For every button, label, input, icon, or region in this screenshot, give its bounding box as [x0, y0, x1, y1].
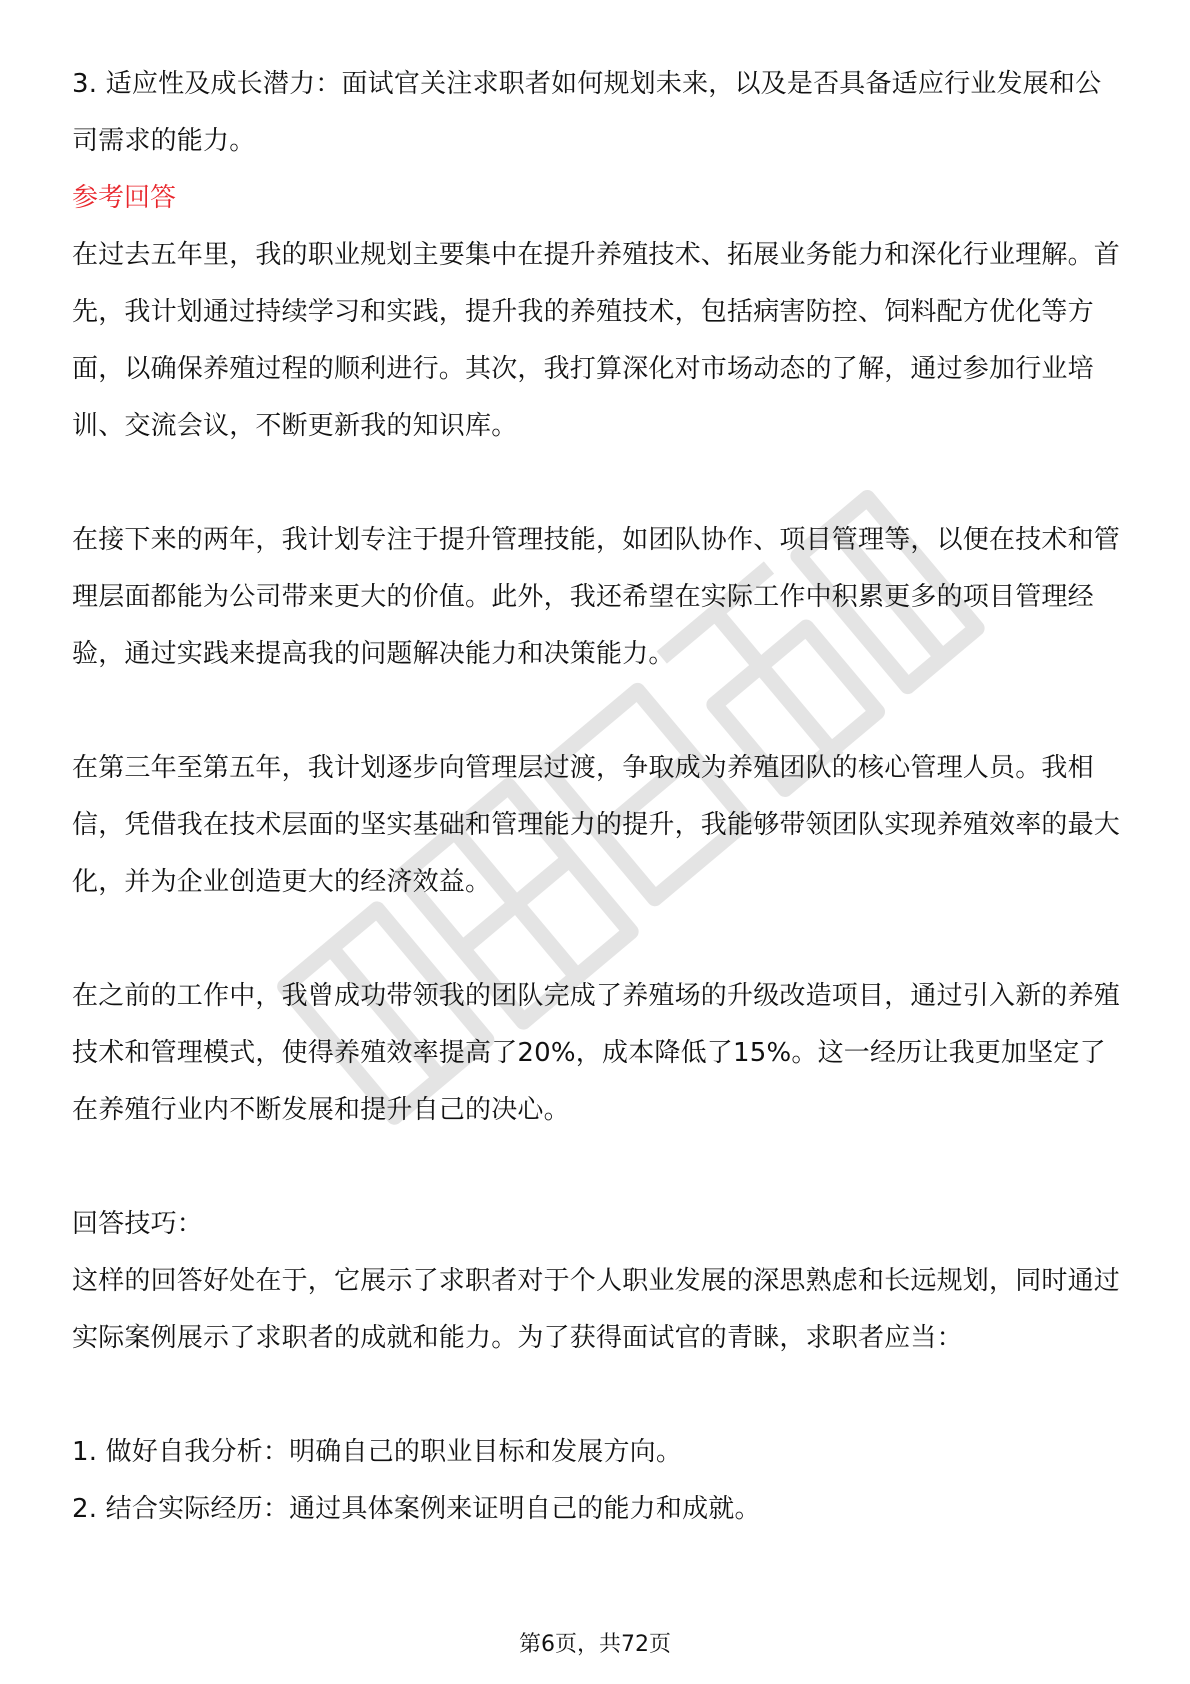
tip-item-1: 1. 做好自我分析：明确自己的职业目标和发展方向。 [72, 1437, 683, 1467]
paragraph-spacer [72, 1139, 1122, 1196]
assessment-point-3: 3. 适应性及成长潜力：面试官关注求职者如何规划未来，以及是否具备适应行业发展和公司需求的能力。 [72, 69, 1102, 156]
answer-paragraph-1: 在过去五年里，我的职业规划主要集中在提升养殖技术、拓展业务能力和深化行业理解。首先，我计划通过持续学习和实践，提升我的养殖技术，包括病害防控、饲料配方优化等方面，以确保养殖过程的顺利进行。其次，我打算深化对市场动态的了解，通过参加行业培训、交流会议，不断更新我的知识库。 [72, 240, 1121, 441]
answer-paragraph-2: 在接下来的两年，我计划专注于提升管理技能，如团队协作、项目管理等，以便在技术和管理层面都能为公司带来更大的价值。此外，我还希望在实际工作中积累更多的项目管理经验，通过实践来提高我的问题解决能力和决策能力。 [72, 525, 1121, 669]
page-footer: 第6页，共72页 [519, 1632, 671, 1657]
paragraph-spacer [72, 683, 1122, 740]
answer-tips-heading: 回答技巧： [72, 1209, 204, 1239]
answer-paragraph-3: 在第三年至第五年，我计划逐步向管理层过渡，争取成为养殖团队的核心管理人员。我相信，凭借我在技术层面的坚实基础和管理能力的提升，我能够带领团队实现养殖效率的最大化，并为企业创造更大的经济效益。 [72, 753, 1121, 897]
tip-item-2: 2. 结合实际经历：通过具体案例来证明自己的能力和成就。 [72, 1494, 761, 1524]
paragraph-spacer [72, 1367, 1122, 1424]
document-body [72, 56, 1122, 1538]
answer-paragraph-4: 在之前的工作中，我曾成功带领我的团队完成了养殖场的升级改造项目，通过引入新的养殖技术和管理模式，使得养殖效率提高了20%，成本降低了15%。这一经历让我更加坚定了在养殖行业内不断发展和提升自己的决心。 [72, 981, 1121, 1125]
paragraph-spacer [72, 455, 1122, 512]
answer-tips-paragraph: 这样的回答好处在于，它展示了求职者对于个人职业发展的深思熟虑和长远规划，同时通过实际案例展示了求职者的成就和能力。为了获得面试官的青睐，求职者应当： [72, 1266, 1121, 1353]
paragraph-spacer [72, 911, 1122, 968]
reference-answer-heading: 参考回答 [72, 183, 177, 213]
